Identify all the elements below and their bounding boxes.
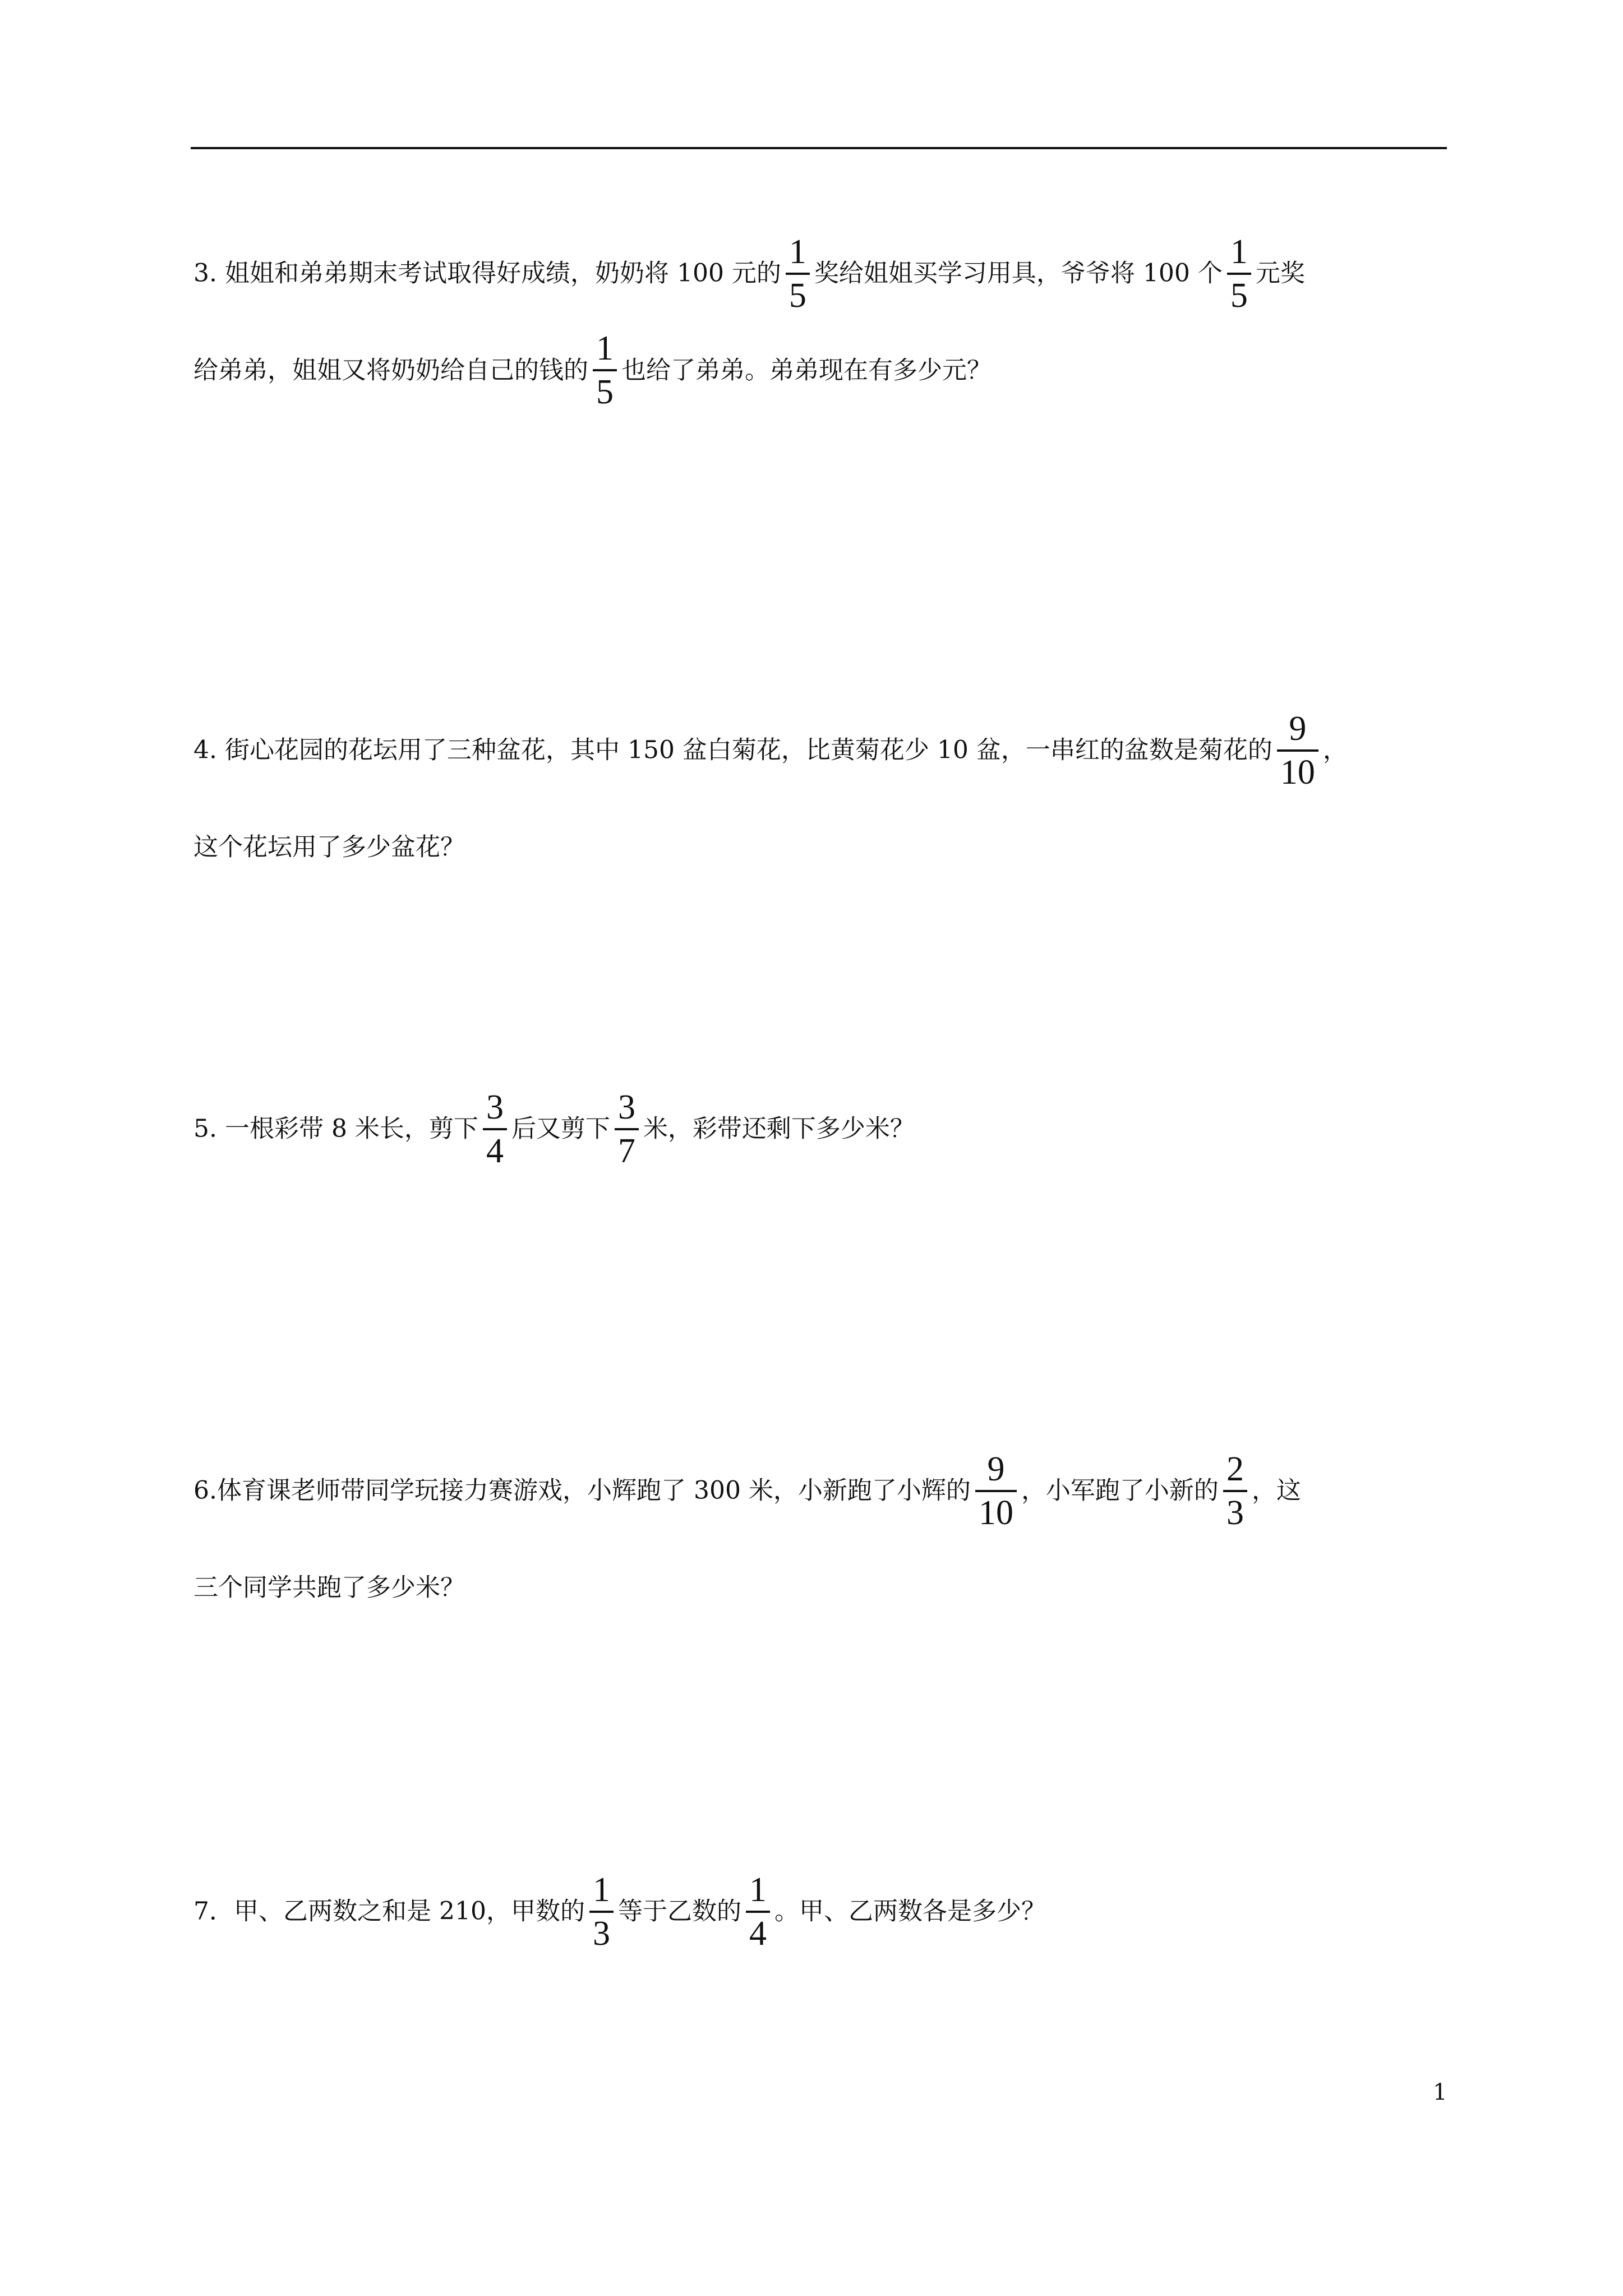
problem-4 <box>193 701 1453 895</box>
problem-text: 后又剪下 <box>511 1114 610 1143</box>
fraction <box>1223 1452 1247 1530</box>
problem-text: 米，彩带还剩下多少米？ <box>643 1114 915 1143</box>
problem-6 <box>193 1442 1453 1635</box>
problem-5 <box>193 1080 1453 1177</box>
problem-text: 奖给姐姐买学习用具，爷爷将 100 个 <box>814 259 1223 288</box>
page-number: 1 <box>1433 2079 1447 2105</box>
fraction-denominator: 3 <box>1226 1493 1244 1532</box>
fraction <box>1277 711 1318 790</box>
fraction <box>975 1452 1017 1530</box>
problem-text: 7．甲、乙两数之和是 210，甲数的 <box>193 1897 585 1926</box>
problem-text: 5. 一根彩带 8 米长，剪下 <box>193 1114 478 1143</box>
fraction-numerator: 3 <box>615 1090 639 1130</box>
fraction-denominator: 4 <box>749 1914 767 1953</box>
problem-text: 3. 姐姐和弟弟期末考试取得好成绩，奶奶将 100 元的 <box>193 259 781 288</box>
problem-3 <box>193 224 1453 418</box>
fraction-numerator: 1 <box>593 331 617 371</box>
fraction-numerator: 9 <box>975 1452 1017 1492</box>
problem-text: 给弟弟，姐姐又将奶奶给自己的钱的 <box>193 356 588 384</box>
problem-text: 4. 街心花园的花坛用了三种盆花，其中 150 盆白菊花，比黄菊花少 10 盆，一串红的盆数是菊花的 <box>193 735 1272 765</box>
fraction-denominator: 3 <box>592 1914 610 1953</box>
fraction-numerator: 1 <box>1227 234 1251 275</box>
problem-line <box>193 1442 1453 1539</box>
problem-text: 等于乙数的 <box>617 1897 741 1926</box>
fraction <box>615 1090 639 1168</box>
fraction <box>786 234 810 313</box>
fraction <box>593 331 617 409</box>
problem-line <box>193 1080 1453 1177</box>
fraction-numerator: 2 <box>1223 1452 1247 1492</box>
problem-text: 也给了弟弟。弟弟现在有多少元？ <box>621 356 992 384</box>
problem-line <box>193 321 1453 418</box>
fraction-numerator: 1 <box>786 234 810 275</box>
problem-text: 6.体育课老师带同学玩接力赛游戏，小辉跑了 300 米，小新跑了小辉的 <box>193 1476 971 1505</box>
problem-line <box>193 798 1453 895</box>
problem-text: 这个花坛用了多少盆花？ <box>193 832 465 861</box>
fraction-denominator: 7 <box>617 1131 635 1170</box>
problem-text: 三个同学共跑了多少米？ <box>193 1573 465 1602</box>
fraction <box>746 1872 770 1951</box>
fraction-denominator: 10 <box>1280 753 1315 792</box>
fraction-numerator: 1 <box>589 1872 614 1913</box>
problem-text: ，小军跑了小新的 <box>1021 1476 1219 1505</box>
fraction-numerator: 1 <box>746 1872 770 1913</box>
fraction <box>589 1872 614 1951</box>
problem-line <box>193 1862 1453 1959</box>
problem-line <box>193 224 1453 321</box>
fraction-denominator: 5 <box>789 276 806 315</box>
problem-7 <box>193 1862 1453 1959</box>
fraction-denominator: 5 <box>596 373 614 411</box>
fraction-denominator: 4 <box>486 1131 504 1170</box>
problem-line <box>193 701 1453 798</box>
problem-text: ，这 <box>1251 1476 1301 1505</box>
problem-text: 。甲、乙两数各是多少？ <box>774 1897 1046 1926</box>
fraction-denominator: 10 <box>978 1493 1013 1532</box>
problem-line <box>193 1539 1453 1636</box>
fraction-denominator: 5 <box>1230 276 1248 315</box>
header-rule <box>191 147 1447 149</box>
fraction-numerator: 9 <box>1277 711 1318 752</box>
fraction <box>483 1090 507 1168</box>
problem-text: ， <box>1322 735 1348 765</box>
problem-text: 元奖 <box>1255 259 1305 288</box>
fraction <box>1227 234 1251 313</box>
fraction-numerator: 3 <box>483 1090 507 1130</box>
